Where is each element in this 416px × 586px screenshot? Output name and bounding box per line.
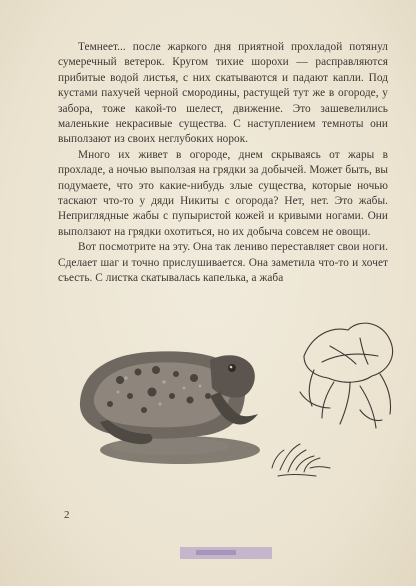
paragraph-1: Темнеет... после жаркого дня приятной прохладой потянул сумеречный ветерок. Кругом тихие шорохи — расправляются прибитые водой листья, с них скатываются и падают капли. Под кустами пахучей черной смородины, растущей тут же в огороде, у забора, тоже какой-то шелест, движение. Это зашевелились маленькие некрасивые существа. С наступлением темноты они выползают из своих неглубоких норок. <box>58 41 388 146</box>
toad-illustration <box>60 300 400 500</box>
body-text <box>58 40 388 287</box>
page-number: 2 <box>64 509 70 521</box>
paragraph-2: Много их живет в огороде, днем скрываясь от жары в прохладе, а ночью выползая на грядки за добычей. Может быть, вы подумаете, что это какие-нибудь злые существа, которые ночью таскают что-то у дяди Никиты с огорода? Нет, нет. Это жабы. Неприглядные жабы с пупыристой кожей и кривыми ногами. Они выползают на грядки охотиться, но их добыча совсем не овощи. <box>58 148 388 238</box>
library-stamp-mark <box>196 550 236 555</box>
paragraph-3: Вот посмотрите на эту. Она так лениво переставляет свои ноги. Сделает шаг и точно прислушивается. Она заметила что-то и хочет съесть. С листка скатывалась капелька, а жаба <box>58 241 388 285</box>
